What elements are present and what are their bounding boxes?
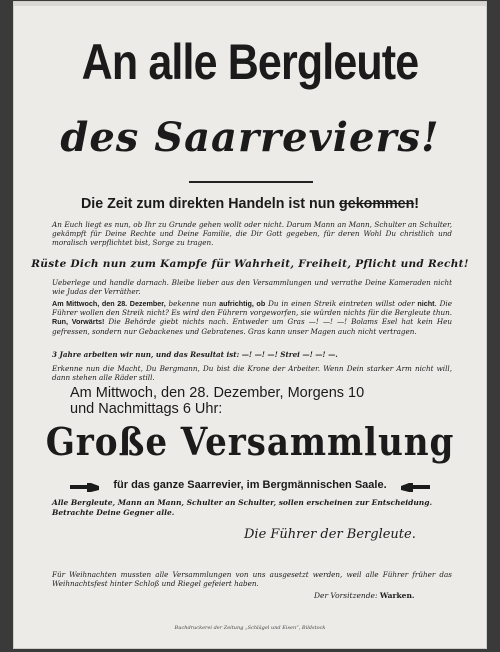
- emphasis-nicht: nicht: [417, 299, 435, 308]
- paragraph-attendance: [52, 498, 452, 517]
- printer-imprint: Buchdruckerei der Zeitung „Schlägel und Eisen“, Bildstock: [174, 625, 326, 631]
- attendance-line1: Alle Bergleute, Mann an Mann, Schulter an Schulter, sollen erscheinen zur Entscheidung.: [52, 498, 433, 507]
- chair-label: Der Vorsitzende:: [314, 591, 380, 600]
- signature-leaders: Die Führer der Bergleute.: [244, 527, 416, 542]
- date-emphasis: Am Mittwoch, den 28. Dezember,: [52, 299, 166, 308]
- text-fragment: Die Behörde giebt nichts nach. Entweder um Gras —! —! —! Bolams Esel hat kein Heu gefressen, sondern nur Gebackenes und Gebratenes. Gras kann unser Magen auch nicht vertragen.: [52, 317, 452, 336]
- poster-subtitle: des Saarreviers!: [60, 114, 440, 161]
- paragraph-warning: Ueberlege und handle darnach. Bleibe lieber aus den Versammlungen und verrathe Deine Kameraden nicht wie Judas der Verräther.: [52, 278, 452, 297]
- headline-struck-word: gekommen: [339, 195, 415, 212]
- poster-title: An alle Bergleute: [81, 34, 419, 90]
- text-fragment: Du in einen Streik eintreten willst oder: [265, 299, 418, 308]
- chairman-line: [314, 591, 415, 600]
- meeting-time: [70, 385, 450, 417]
- text-fragment: bekenne nun: [165, 299, 220, 308]
- paragraph-strike-call: [52, 299, 452, 336]
- title-divider: [189, 181, 313, 183]
- paragraph-christmas-note: Für Weihnachten mussten alle Versammlungen von uns ausgesetzt werden, weil alle Führer früher das Weihnachtsfest hinter Schloß und Riegel gefeiert haben.: [52, 570, 452, 589]
- paragraph-power: Erkenne nun die Macht, Du Bergmann, Du bist die Krone der Arbeiter. Wenn Dein starker Arm nicht will, dann stehen alle Räder still.: [52, 364, 452, 383]
- attendance-line2: Betrachte Deine Gegner alle.: [52, 507, 175, 517]
- assembly-location: für das ganze Saarrevier, im Bergmännischen Saale.: [113, 479, 387, 491]
- text-fragment: . Die Führer wollen den Streik nicht? Es wird den Führern vorgeworfen, sie würden nichts für die Bergleute thun.: [52, 299, 452, 318]
- meeting-time-line2: und Nachmittags 6 Uhr:: [70, 401, 223, 417]
- emphasis-vorwaerts: Run, Vorwärts!: [52, 317, 105, 327]
- headline: [26, 195, 474, 212]
- headline-suffix: !: [414, 195, 420, 212]
- chair-name: Warken.: [379, 591, 415, 600]
- headline-prefix: Die Zeit zum direkten Handeln ist nun: [80, 195, 340, 212]
- assembly-heading: Große Versammlung: [45, 419, 455, 464]
- paragraph-result: 3 Jahre arbeiten wir nun, und das Resultat ist: —! —! —! Strei —! —! —.: [52, 350, 338, 359]
- slogan: Rüste Dich nun zum Kampfe für Wahrheit, Freiheit, Pflicht und Recht!: [31, 258, 469, 270]
- paragraph-appeal: An Euch liegt es nun, ob Ihr zu Grunde gehen wollt oder nicht. Darum Mann an Mann, Schulter an Schulter, gekämpft für Deine Rechte und Deine Familie, die Dir Gott gegeben, für deren Wohl Du christlich und moralisch verpflichtet bist, Sorge zu tragen.: [52, 220, 452, 248]
- emphasis-aufrichtig: aufrichtig, ob: [219, 299, 266, 308]
- poster-sheet: [14, 2, 486, 648]
- pointing-hand-icon: [399, 480, 431, 494]
- meeting-time-line1: Am Mittwoch, den 28. Dezember, Morgens 10: [70, 385, 365, 401]
